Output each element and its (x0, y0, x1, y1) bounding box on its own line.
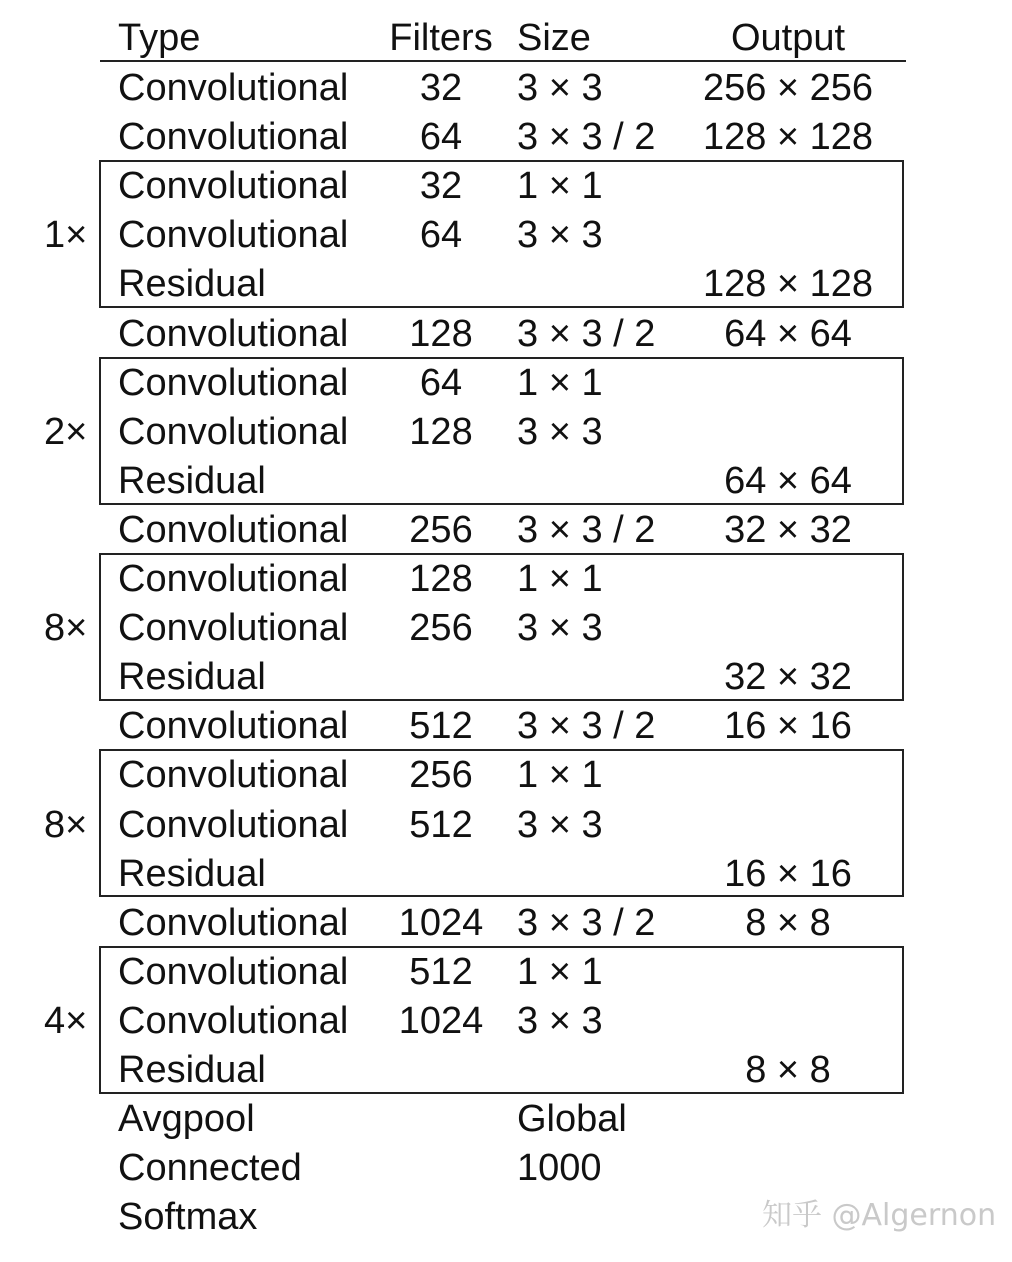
header-output: Output (730, 17, 846, 59)
residual-block-3-multiplier: 8× (44, 804, 88, 846)
row-1-output: 128 × 128 (702, 116, 874, 158)
row-0-filters: 32 (419, 67, 463, 109)
residual-block-2-multiplier: 8× (44, 607, 88, 649)
row-19-filters: 1024 (398, 1000, 484, 1042)
row-19-type: Convolutional (118, 1000, 349, 1042)
row-6-type: Convolutional (118, 362, 349, 404)
row-11-type: Convolutional (118, 607, 349, 649)
row-1-size: 3 × 3 / 2 (517, 116, 656, 158)
row-22-type: Connected (118, 1147, 302, 1189)
header-filters: Filters (389, 17, 493, 59)
row-21-size: Global (517, 1098, 627, 1140)
row-12-output: 32 × 32 (724, 656, 852, 698)
row-13-output: 16 × 16 (724, 705, 852, 747)
row-18-filters: 512 (409, 951, 473, 993)
watermark: 知乎 @Algernon (762, 1198, 997, 1233)
row-1-filters: 64 (419, 116, 463, 158)
residual-block-0-multiplier: 1× (44, 214, 88, 256)
row-2-filters: 32 (419, 165, 463, 207)
row-3-size: 3 × 3 (517, 214, 603, 256)
row-9-output: 32 × 32 (724, 509, 852, 551)
row-17-size: 3 × 3 / 2 (517, 902, 656, 944)
row-8-type: Residual (118, 460, 266, 502)
row-22-output (690, 1144, 886, 1193)
row-21-output (690, 1095, 886, 1144)
row-18-size: 1 × 1 (517, 951, 603, 993)
row-20-output: 8 × 8 (745, 1049, 831, 1091)
row-14-size: 1 × 1 (517, 754, 603, 796)
row-0-output: 256 × 256 (702, 67, 874, 109)
row-12-type: Residual (118, 656, 266, 698)
row-5-type: Convolutional (118, 313, 349, 355)
residual-block-3 (99, 749, 904, 897)
row-10-size: 1 × 1 (517, 558, 603, 600)
residual-block-4-multiplier: 4× (44, 1000, 88, 1042)
row-6-size: 1 × 1 (517, 362, 603, 404)
residual-block-2 (99, 553, 904, 701)
row-11-filters: 256 (409, 607, 473, 649)
row-2-size: 1 × 1 (517, 165, 603, 207)
row-2-type: Convolutional (118, 165, 349, 207)
row-17-type: Convolutional (118, 902, 349, 944)
residual-block-4 (99, 946, 904, 1094)
row-6-filters: 64 (419, 362, 463, 404)
row-1-type: Convolutional (118, 116, 349, 158)
row-5-output: 64 × 64 (724, 313, 852, 355)
row-4-output: 128 × 128 (702, 263, 874, 305)
row-13-type: Convolutional (118, 705, 349, 747)
header-size: Size (517, 17, 591, 59)
row-17-output: 8 × 8 (745, 902, 831, 944)
row-22-filters (386, 1144, 496, 1193)
row-19-size: 3 × 3 (517, 1000, 603, 1042)
row-15-type: Convolutional (118, 804, 349, 846)
row-10-filters: 128 (409, 558, 473, 600)
row-0-size: 3 × 3 (517, 67, 603, 109)
row-13-filters: 512 (409, 705, 473, 747)
row-23-type: Softmax (118, 1196, 258, 1238)
row-11-size: 3 × 3 (517, 607, 603, 649)
row-10-type: Convolutional (118, 558, 349, 600)
row-3-filters: 64 (419, 214, 463, 256)
row-7-size: 3 × 3 (517, 411, 603, 453)
row-9-size: 3 × 3 / 2 (517, 509, 656, 551)
row-3-type: Convolutional (118, 214, 349, 256)
row-4-type: Residual (118, 263, 266, 305)
row-8-output: 64 × 64 (724, 460, 852, 502)
row-7-filters: 128 (409, 411, 473, 453)
row-14-filters: 256 (409, 754, 473, 796)
row-14-type: Convolutional (118, 754, 349, 796)
row-7-type: Convolutional (118, 411, 349, 453)
header-rule (100, 60, 906, 62)
row-0-type: Convolutional (118, 67, 349, 109)
header-type: Type (118, 17, 201, 59)
row-9-type: Convolutional (118, 509, 349, 551)
row-16-output: 16 × 16 (724, 853, 852, 895)
residual-block-0 (99, 160, 904, 308)
row-23-filters (386, 1193, 496, 1242)
row-20-type: Residual (118, 1049, 266, 1091)
row-5-size: 3 × 3 / 2 (517, 313, 656, 355)
row-21-filters (386, 1095, 496, 1144)
residual-block-1-multiplier: 2× (44, 411, 88, 453)
row-21-type: Avgpool (118, 1098, 255, 1140)
row-15-filters: 512 (409, 804, 473, 846)
row-13-size: 3 × 3 / 2 (517, 705, 656, 747)
residual-block-1 (99, 357, 904, 505)
row-15-size: 3 × 3 (517, 804, 603, 846)
row-5-filters: 128 (409, 313, 473, 355)
row-22-size: 1000 (517, 1147, 602, 1189)
row-17-filters: 1024 (398, 902, 484, 944)
row-18-type: Convolutional (118, 951, 349, 993)
row-16-type: Residual (118, 853, 266, 895)
row-9-filters: 256 (409, 509, 473, 551)
